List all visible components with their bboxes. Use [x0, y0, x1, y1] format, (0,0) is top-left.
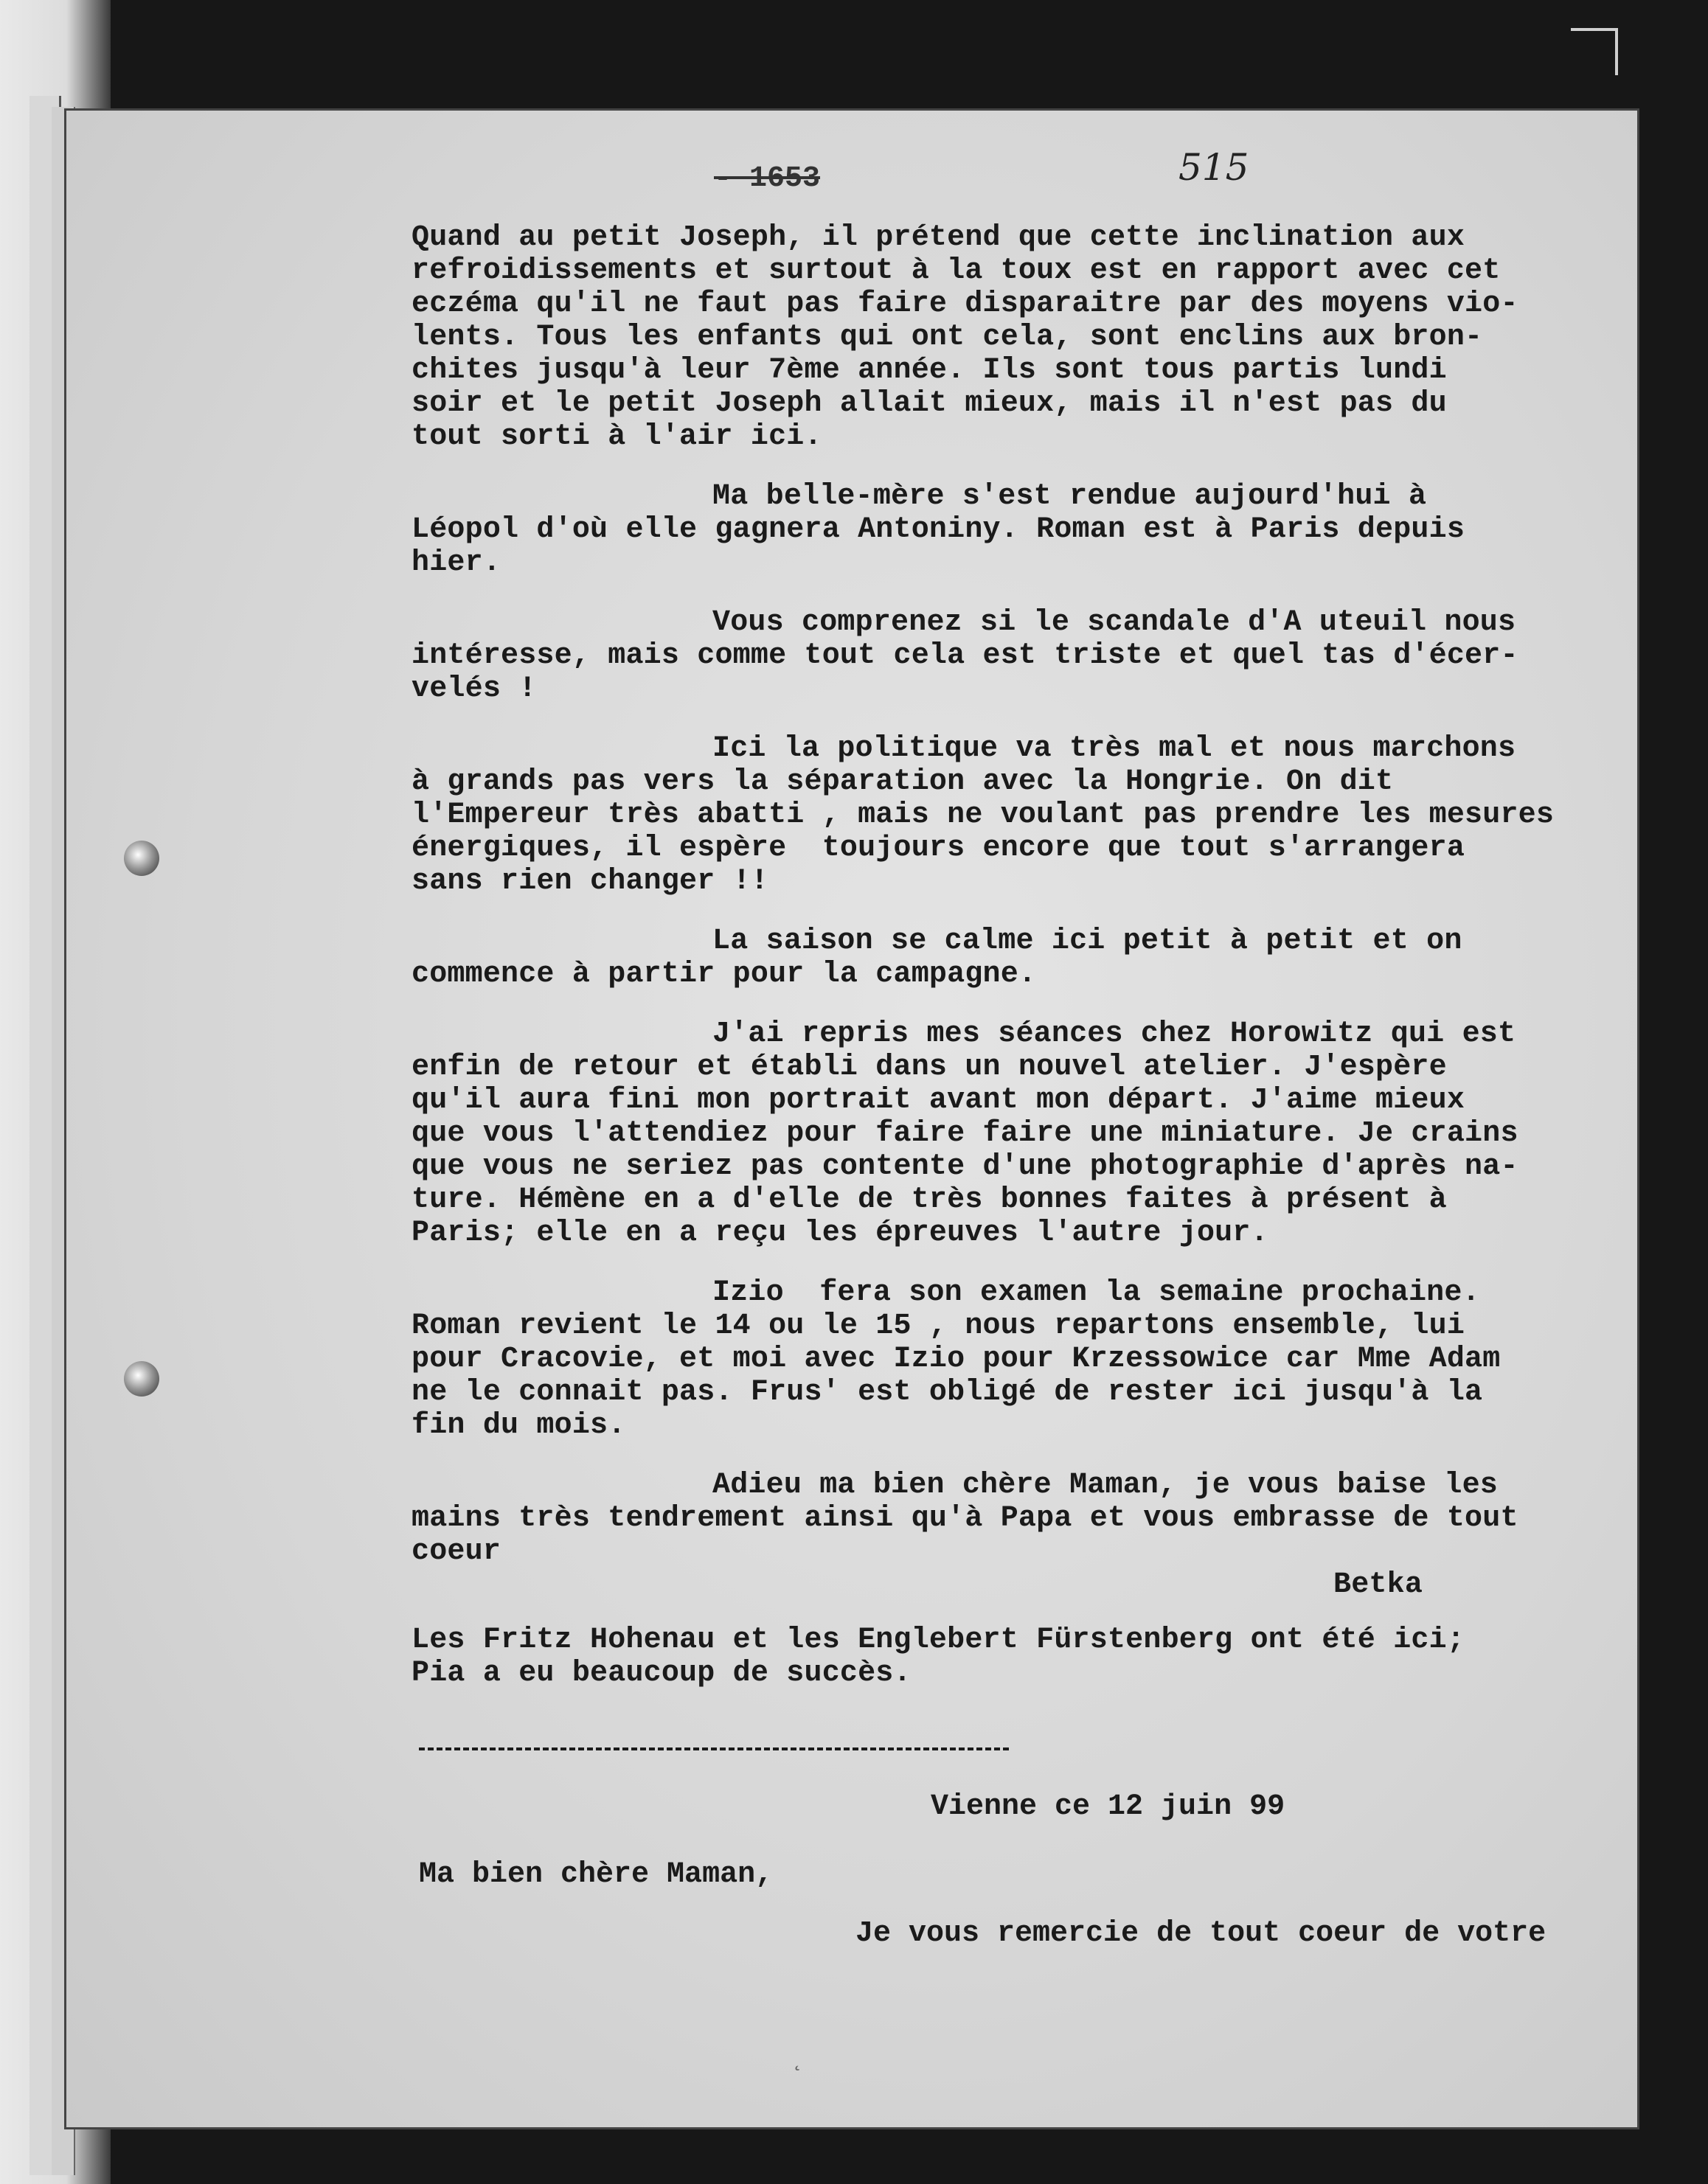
letter-line: soir et le petit Joseph allait mieux, mais il n'est pas du	[412, 387, 1447, 420]
separator-rule	[419, 1747, 1009, 1750]
letter-line: Léopol d'où elle gagnera Antoniny. Roman est à Paris depuis	[412, 513, 1465, 546]
letter-line: Paris; elle en a reçu les épreuves l'autre jour.	[412, 1217, 1268, 1250]
letter-line: Roman revient le 14 ou le 15 , nous repartons ensemble, lui	[412, 1310, 1465, 1343]
letter-paragraph	[412, 1018, 1628, 1250]
letter-line: intéresse, mais comme tout cela est triste et quel tas d'écer-	[412, 639, 1518, 672]
letter-paragraph	[412, 606, 1628, 706]
letter-line: lents. Tous les enfants qui ont cela, sont enclins aux bron-	[412, 321, 1483, 354]
ink-speck: ˛	[791, 2048, 805, 2073]
letter-line: pour Cracovie, et moi avec Izio pour Krzessowice car Mme Adam	[412, 1343, 1501, 1376]
letter-line: que vous ne seriez pas contente d'une photographie d'après na-	[412, 1150, 1518, 1183]
postscript	[412, 1624, 1628, 1690]
next-letter-first-line: Je vous remercie de tout coeur de votre	[855, 1917, 1546, 1950]
letter-line: Adieu ma bien chère Maman, je vous baise les	[712, 1469, 1498, 1502]
letter-paragraph	[412, 480, 1628, 580]
letter-line: sans rien changer !!	[412, 865, 769, 898]
letter-line: velés !	[412, 672, 537, 706]
next-letter-dateline: Vienne ce 12 juin 99	[931, 1790, 1285, 1823]
letter-line: énergiques, il espère toujours encore que tout s'arrangera	[412, 832, 1465, 865]
letter-line: que vous l'attendiez pour faire faire une miniature. Je crains	[412, 1117, 1518, 1150]
punch-hole-upper	[124, 841, 159, 876]
letter-line: refroidissements et surtout à la toux est en rapport avec cet	[412, 254, 1501, 288]
letter-line: Quand au petit Joseph, il prétend que cette inclination aux	[412, 221, 1465, 254]
letter-paragraph	[412, 925, 1628, 991]
letter-line: chites jusqu'à leur 7ème année. Ils sont tous partis lundi	[412, 354, 1447, 387]
letter-line: Izio fera son examen la semaine prochaine.	[712, 1276, 1480, 1310]
letter-line: Ma belle-mère s'est rendue aujourd'hui à	[712, 480, 1427, 513]
postscript-line: Pia a eu beaucoup de succès.	[412, 1657, 912, 1690]
letter-line: coeur	[412, 1535, 501, 1568]
punch-hole-lower	[124, 1361, 159, 1397]
letter-line: Ici la politique va très mal et nous marchons	[712, 732, 1516, 765]
letter-line: eczéma qu'il ne faut pas faire disparaitre par des moyens vio-	[412, 288, 1518, 321]
letter-body	[412, 221, 1628, 1717]
letter-paragraph	[412, 732, 1628, 898]
next-letter-salutation: Ma bien chère Maman,	[419, 1858, 774, 1891]
postscript-line: Les Fritz Hohenau et les Englebert Fürstenberg ont été ici;	[412, 1624, 1465, 1657]
letter-line: à grands pas vers la séparation avec la Hongrie. On dit	[412, 765, 1394, 799]
struck-folio-number: - 1653	[714, 162, 821, 195]
letter-line: fin du mois.	[412, 1409, 626, 1442]
crop-corner-mark	[1571, 28, 1618, 75]
letter-line: l'Empereur très abatti , mais ne voulant pas prendre les mesures	[412, 799, 1555, 832]
letter-line: ne le connait pas. Frus' est obligé de rester ici jusqu'à la	[412, 1376, 1483, 1409]
letter-line: J'ai repris mes séances chez Horowitz qui est	[712, 1018, 1516, 1051]
letter-line: La saison se calme ici petit à petit et on	[712, 925, 1462, 958]
handwritten-page-number: 515	[1178, 146, 1249, 189]
letter-line: ture. Hémène en a d'elle de très bonnes faites à présent à	[412, 1183, 1447, 1217]
signature: Betka	[1333, 1568, 1423, 1602]
letter-paragraph	[412, 1276, 1628, 1442]
letter-paragraph	[412, 1469, 1628, 1602]
letter-line: qu'il aura fini mon portrait avant mon départ. J'aime mieux	[412, 1084, 1465, 1117]
letter-paragraph	[412, 221, 1628, 453]
letter-line: tout sorti à l'air ici.	[412, 420, 822, 453]
letter-line: mains très tendrement ainsi qu'à Papa et vous embrasse de tout	[412, 1502, 1518, 1535]
letter-line: hier.	[412, 546, 501, 580]
letter-line: enfin de retour et établi dans un nouvel atelier. J'espère	[412, 1051, 1447, 1084]
letter-line: Vous comprenez si le scandale d'A uteuil nous	[712, 606, 1516, 639]
letter-line: commence à partir pour la campagne.	[412, 958, 1037, 991]
